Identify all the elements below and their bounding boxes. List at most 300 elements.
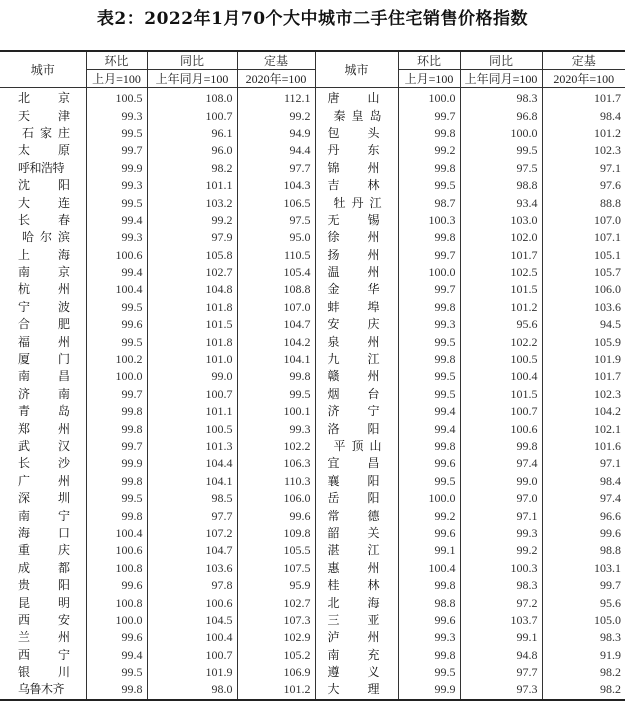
city-name: 常德	[327, 508, 380, 523]
city-name: 惠州	[327, 560, 380, 575]
yoy-cell: 104.7	[147, 542, 237, 559]
mom-cell: 100.0	[86, 612, 147, 629]
city-name: 大理	[327, 682, 380, 697]
table-row	[0, 647, 625, 664]
mom-cell: 99.8	[398, 577, 460, 594]
city-cell	[315, 629, 398, 646]
table-row	[0, 264, 625, 281]
header-mom-left: 环比	[86, 51, 147, 70]
table-row	[0, 681, 625, 699]
fixed-cell: 94.9	[237, 125, 315, 142]
city-cell	[0, 125, 86, 142]
city-cell	[315, 577, 398, 594]
city-name: 兰州	[18, 630, 70, 645]
city-name: 海口	[18, 525, 70, 540]
city-name: 安庆	[327, 317, 380, 332]
city-cell	[315, 386, 398, 403]
city-cell	[315, 420, 398, 437]
mom-cell: 99.8	[86, 403, 147, 420]
yoy-cell: 101.5	[460, 386, 542, 403]
mom-cell: 99.8	[398, 351, 460, 368]
yoy-cell: 99.5	[460, 142, 542, 159]
table-row	[0, 473, 625, 490]
mom-cell: 99.8	[398, 125, 460, 142]
city-name: 洛阳	[327, 421, 380, 436]
fixed-cell: 107.0	[542, 212, 625, 229]
yoy-cell: 104.5	[147, 612, 237, 629]
mom-cell: 100.6	[86, 247, 147, 264]
fixed-cell: 91.9	[542, 647, 625, 664]
yoy-cell: 101.1	[147, 403, 237, 420]
mom-cell: 100.8	[86, 560, 147, 577]
city-cell	[315, 212, 398, 229]
yoy-cell: 99.3	[460, 525, 542, 542]
fixed-cell: 99.3	[237, 420, 315, 437]
yoy-cell: 104.4	[147, 455, 237, 472]
city-name: 蚌埠	[327, 299, 380, 314]
mom-cell: 99.9	[398, 681, 460, 699]
yoy-cell: 97.5	[460, 160, 542, 177]
city-cell	[0, 560, 86, 577]
fixed-cell: 99.6	[237, 507, 315, 524]
city-cell	[0, 142, 86, 159]
city-cell	[0, 351, 86, 368]
yoy-cell: 102.7	[147, 264, 237, 281]
table-row	[0, 88, 625, 108]
table-row	[0, 403, 625, 420]
yoy-cell: 101.2	[460, 299, 542, 316]
fixed-cell: 101.2	[237, 681, 315, 699]
city-cell	[0, 229, 86, 246]
fixed-cell: 107.5	[237, 560, 315, 577]
city-name: 平顶山	[333, 439, 382, 453]
city-name: 唐山	[327, 91, 380, 106]
fixed-cell: 103.6	[542, 299, 625, 316]
city-cell	[315, 368, 398, 385]
yoy-cell: 107.2	[147, 525, 237, 542]
yoy-cell: 100.0	[460, 125, 542, 142]
mom-cell: 99.7	[398, 281, 460, 298]
header-yoy-left: 同比	[147, 51, 237, 70]
fixed-cell: 102.9	[237, 629, 315, 646]
fixed-cell: 110.5	[237, 247, 315, 264]
yoy-cell: 101.5	[147, 316, 237, 333]
table-row	[0, 229, 625, 246]
city-cell	[315, 125, 398, 142]
yoy-cell: 98.2	[147, 160, 237, 177]
table-row	[0, 107, 625, 124]
city-name: 合肥	[18, 317, 70, 332]
fixed-cell: 95.9	[237, 577, 315, 594]
fixed-cell: 109.8	[237, 525, 315, 542]
city-name: 锦州	[327, 160, 380, 175]
city-name: 温州	[327, 265, 380, 280]
header-mom-right: 环比	[398, 51, 460, 70]
city-name: 长沙	[18, 456, 70, 471]
city-name: 丹东	[327, 143, 380, 158]
table-row	[0, 420, 625, 437]
fixed-cell: 108.8	[237, 281, 315, 298]
mom-cell: 100.2	[86, 351, 147, 368]
city-name: 襄阳	[327, 473, 380, 488]
city-name: 天津	[18, 108, 70, 123]
table-row	[0, 194, 625, 211]
yoy-cell: 102.0	[460, 229, 542, 246]
yoy-cell: 100.6	[460, 420, 542, 437]
city-cell	[0, 594, 86, 611]
mom-cell: 99.4	[86, 264, 147, 281]
yoy-cell: 97.4	[460, 455, 542, 472]
yoy-cell: 99.2	[460, 542, 542, 559]
city-name: 济南	[18, 386, 70, 401]
city-name: 银川	[18, 665, 70, 680]
mom-cell: 99.3	[398, 629, 460, 646]
mom-cell: 99.8	[86, 473, 147, 490]
city-cell	[315, 281, 398, 298]
header-row-1	[0, 51, 625, 70]
yoy-cell: 98.3	[460, 577, 542, 594]
table-row	[0, 542, 625, 559]
mom-cell: 100.6	[86, 542, 147, 559]
fixed-cell: 101.6	[542, 438, 625, 455]
yoy-cell: 100.7	[147, 386, 237, 403]
fixed-cell: 104.1	[237, 351, 315, 368]
mom-cell: 99.3	[398, 316, 460, 333]
fixed-cell: 100.1	[237, 403, 315, 420]
yoy-cell: 101.9	[147, 664, 237, 681]
city-name: 昆明	[18, 595, 70, 610]
city-cell	[315, 490, 398, 507]
yoy-cell: 98.8	[460, 177, 542, 194]
table-body	[0, 88, 625, 700]
yoy-cell: 101.3	[147, 438, 237, 455]
city-name: 宜昌	[327, 456, 380, 471]
city-name: 福州	[18, 334, 70, 349]
header-fixed-left: 定基	[237, 51, 315, 70]
city-name: 上海	[18, 247, 70, 262]
yoy-cell: 98.0	[147, 681, 237, 699]
yoy-cell: 93.4	[460, 194, 542, 211]
yoy-cell: 97.9	[147, 229, 237, 246]
mom-cell: 99.5	[398, 473, 460, 490]
header-yoy-base-left: 上年同月=100	[147, 70, 237, 88]
yoy-cell: 97.7	[147, 507, 237, 524]
table-row	[0, 455, 625, 472]
mom-cell: 100.0	[86, 368, 147, 385]
city-cell	[0, 525, 86, 542]
city-name: 秦皇岛	[333, 108, 382, 123]
city-name: 韶关	[327, 525, 380, 540]
fixed-cell: 106.5	[237, 194, 315, 211]
yoy-cell: 100.7	[147, 107, 237, 124]
fixed-cell: 94.5	[542, 316, 625, 333]
fixed-cell: 106.9	[237, 664, 315, 681]
mom-cell: 99.9	[86, 455, 147, 472]
mom-cell: 99.4	[86, 647, 147, 664]
fixed-cell: 105.1	[542, 247, 625, 264]
city-cell	[0, 473, 86, 490]
mom-cell: 99.5	[398, 368, 460, 385]
fixed-cell: 98.2	[542, 681, 625, 699]
city-cell	[315, 160, 398, 177]
city-cell	[0, 455, 86, 472]
city-cell	[0, 299, 86, 316]
yoy-cell: 104.1	[147, 473, 237, 490]
city-cell	[315, 647, 398, 664]
city-cell	[0, 507, 86, 524]
table-row	[0, 281, 625, 298]
city-name: 北海	[327, 595, 380, 610]
city-name: 大连	[18, 195, 70, 210]
mom-cell: 99.3	[86, 107, 147, 124]
table-row	[0, 507, 625, 524]
header-yoy-right: 同比	[460, 51, 542, 70]
city-cell	[0, 160, 86, 177]
yoy-cell: 100.6	[147, 594, 237, 611]
mom-cell: 99.7	[398, 107, 460, 124]
city-cell	[0, 403, 86, 420]
fixed-cell: 98.4	[542, 107, 625, 124]
fixed-cell: 102.1	[542, 420, 625, 437]
mom-cell: 99.6	[398, 612, 460, 629]
yoy-cell: 95.6	[460, 316, 542, 333]
mom-cell: 99.7	[86, 438, 147, 455]
table-row	[0, 386, 625, 403]
city-name: 湛江	[327, 543, 380, 558]
city-name: 泸州	[327, 630, 380, 645]
fixed-cell: 102.7	[237, 594, 315, 611]
mom-cell: 99.9	[86, 160, 147, 177]
city-name: 成都	[18, 560, 70, 575]
city-cell	[0, 107, 86, 124]
yoy-cell: 101.7	[460, 247, 542, 264]
yoy-cell: 97.1	[460, 507, 542, 524]
fixed-cell: 105.2	[237, 647, 315, 664]
price-index-table	[0, 50, 625, 701]
city-name: 长春	[18, 212, 70, 227]
yoy-cell: 100.7	[460, 403, 542, 420]
table-row	[0, 316, 625, 333]
mom-cell: 99.7	[398, 247, 460, 264]
mom-cell: 99.5	[398, 333, 460, 350]
city-name: 包头	[327, 125, 380, 140]
city-name: 广州	[18, 473, 70, 488]
mom-cell: 99.5	[86, 490, 147, 507]
table-row	[0, 333, 625, 350]
fixed-cell: 107.3	[237, 612, 315, 629]
yoy-cell: 103.6	[147, 560, 237, 577]
city-cell	[0, 647, 86, 664]
city-name: 宁波	[18, 299, 70, 314]
yoy-cell: 101.5	[460, 281, 542, 298]
fixed-cell: 107.0	[237, 299, 315, 316]
city-cell	[315, 594, 398, 611]
header-city-right: 城市	[315, 51, 398, 88]
city-cell	[315, 681, 398, 699]
city-cell	[0, 281, 86, 298]
table-row	[0, 160, 625, 177]
table-row	[0, 560, 625, 577]
yoy-cell: 97.2	[460, 594, 542, 611]
table-row	[0, 629, 625, 646]
yoy-cell: 101.8	[147, 299, 237, 316]
fixed-cell: 105.7	[542, 264, 625, 281]
city-cell	[315, 88, 398, 108]
fixed-cell: 106.0	[542, 281, 625, 298]
fixed-cell: 97.5	[237, 212, 315, 229]
city-name: 烟台	[327, 386, 380, 401]
mom-cell: 99.5	[398, 664, 460, 681]
yoy-cell: 103.7	[460, 612, 542, 629]
yoy-cell: 102.5	[460, 264, 542, 281]
city-name: 郑州	[18, 421, 70, 436]
fixed-cell: 88.8	[542, 194, 625, 211]
table-row	[0, 247, 625, 264]
city-cell	[315, 438, 398, 455]
city-cell	[0, 247, 86, 264]
city-name: 三亚	[327, 612, 380, 627]
city-cell	[315, 455, 398, 472]
city-cell	[0, 490, 86, 507]
city-name: 西安	[18, 612, 70, 627]
city-name: 杭州	[18, 282, 70, 297]
city-name: 武汉	[18, 439, 70, 453]
yoy-cell: 108.0	[147, 88, 237, 108]
city-cell	[0, 612, 86, 629]
fixed-cell: 101.7	[542, 88, 625, 108]
city-cell	[0, 194, 86, 211]
yoy-cell: 99.2	[147, 212, 237, 229]
city-name: 南昌	[18, 369, 70, 384]
table-row	[0, 351, 625, 368]
city-cell	[0, 212, 86, 229]
mom-cell: 99.8	[86, 420, 147, 437]
mom-cell: 99.5	[398, 386, 460, 403]
mom-cell: 100.0	[398, 264, 460, 281]
mom-cell: 99.3	[86, 177, 147, 194]
city-cell	[315, 612, 398, 629]
header-row-2	[0, 70, 625, 88]
mom-cell: 99.6	[86, 577, 147, 594]
mom-cell: 99.8	[398, 160, 460, 177]
city-name: 哈尔滨	[22, 230, 70, 245]
mom-cell: 100.0	[398, 490, 460, 507]
header-fixed-right: 定基	[542, 51, 625, 70]
city-name: 岳阳	[327, 491, 380, 506]
yoy-cell: 94.8	[460, 647, 542, 664]
mom-cell: 99.4	[398, 420, 460, 437]
city-name: 贵阳	[18, 578, 70, 593]
city-name: 吉林	[327, 178, 380, 193]
header-yoy-base-right: 上年同月=100	[460, 70, 542, 88]
table-row	[0, 177, 625, 194]
yoy-cell: 97.0	[460, 490, 542, 507]
fixed-cell: 101.9	[542, 351, 625, 368]
fixed-cell: 104.3	[237, 177, 315, 194]
fixed-cell: 98.8	[542, 542, 625, 559]
mom-cell: 99.5	[86, 299, 147, 316]
fixed-cell: 103.1	[542, 560, 625, 577]
fixed-cell: 97.6	[542, 177, 625, 194]
mom-cell: 99.5	[86, 125, 147, 142]
city-name: 金华	[327, 282, 380, 297]
city-name: 泉州	[327, 334, 380, 349]
city-name: 深圳	[18, 491, 70, 506]
city-name: 扬州	[327, 247, 380, 262]
city-cell	[315, 229, 398, 246]
fixed-cell: 106.0	[237, 490, 315, 507]
fixed-cell: 104.2	[237, 333, 315, 350]
yoy-cell: 103.2	[147, 194, 237, 211]
mom-cell: 100.4	[86, 281, 147, 298]
yoy-cell: 98.5	[147, 490, 237, 507]
yoy-cell: 96.0	[147, 142, 237, 159]
fixed-cell: 104.2	[542, 403, 625, 420]
mom-cell: 99.8	[398, 438, 460, 455]
city-cell	[0, 681, 86, 699]
city-cell	[315, 542, 398, 559]
fixed-cell: 105.4	[237, 264, 315, 281]
city-cell	[315, 194, 398, 211]
mom-cell: 100.4	[398, 560, 460, 577]
city-cell	[0, 333, 86, 350]
header-fixed-base-left: 2020年=100	[237, 70, 315, 88]
table-row	[0, 612, 625, 629]
table-row	[0, 125, 625, 142]
fixed-cell: 99.2	[237, 107, 315, 124]
fixed-cell: 102.2	[237, 438, 315, 455]
mom-cell: 99.6	[86, 629, 147, 646]
fixed-cell: 106.3	[237, 455, 315, 472]
city-name: 遵义	[327, 665, 380, 680]
mom-cell: 99.5	[86, 664, 147, 681]
table-row	[0, 368, 625, 385]
mom-cell: 99.5	[86, 194, 147, 211]
mom-cell: 99.8	[398, 229, 460, 246]
mom-cell: 100.8	[86, 594, 147, 611]
yoy-cell: 100.4	[460, 368, 542, 385]
table-row	[0, 577, 625, 594]
city-name: 九江	[327, 352, 380, 367]
city-cell	[315, 333, 398, 350]
city-cell	[0, 368, 86, 385]
city-cell	[315, 351, 398, 368]
mom-cell: 99.4	[398, 403, 460, 420]
mom-cell: 98.7	[398, 194, 460, 211]
header-fixed-base-right: 2020年=100	[542, 70, 625, 88]
city-name: 南充	[327, 647, 380, 662]
city-cell	[315, 247, 398, 264]
table-row	[0, 212, 625, 229]
yoy-cell: 97.3	[460, 681, 542, 699]
city-cell	[0, 316, 86, 333]
yoy-cell: 101.1	[147, 177, 237, 194]
city-cell	[315, 403, 398, 420]
mom-cell: 99.7	[86, 142, 147, 159]
fixed-cell: 98.2	[542, 664, 625, 681]
mom-cell: 98.8	[398, 594, 460, 611]
fixed-cell: 110.3	[237, 473, 315, 490]
mom-cell: 99.8	[86, 681, 147, 699]
yoy-cell: 102.2	[460, 333, 542, 350]
yoy-cell: 99.0	[460, 473, 542, 490]
fixed-cell: 95.6	[542, 594, 625, 611]
fixed-cell: 96.6	[542, 507, 625, 524]
city-cell	[315, 525, 398, 542]
city-name: 青岛	[18, 404, 70, 419]
mom-cell: 99.1	[398, 542, 460, 559]
city-cell	[0, 629, 86, 646]
